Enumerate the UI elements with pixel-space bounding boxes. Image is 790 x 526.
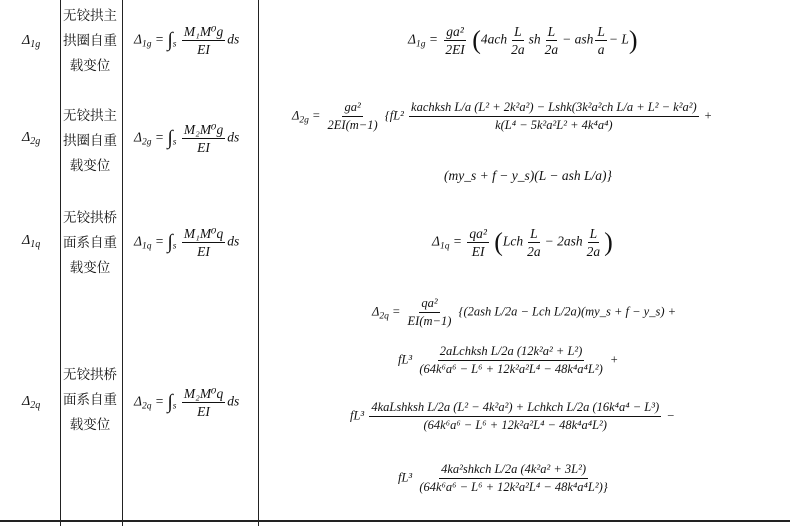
result-formula: $\Delta_{1q}$ = $\frac{\text{qa²}}{EI}$ (Lch $\frac{L}{2a}$ − 2ash $\frac{L}{2a}$ )	[432, 226, 613, 259]
row-symbol: $\Delta_{1q}$	[22, 233, 41, 250]
result-formula-cont: (my_s + f − y_s)(L − ash L/a)}	[444, 168, 612, 183]
row-description: 无铰拱主 拱圈自重 载变位	[63, 108, 117, 173]
result-formula: $\Delta_{2q}$ = $\frac{\text{qa²}}{EI(m-1)}$ {(2ash L/2a − Lch L/2a)(my_s + f − y_s) +	[372, 296, 677, 328]
col-divider-1	[60, 0, 61, 526]
row-symbol: $\Delta_{2q}$	[22, 394, 41, 411]
integral-formula: $\Delta_{1g} = \int_s$ $\frac{\text{M₁M⁰g}}{EI}$ ds	[134, 24, 240, 57]
row-description: 无铰拱桥 面系自重 载变位	[63, 210, 117, 275]
col-divider-3	[258, 0, 259, 526]
result-term-1: fL³ $\frac{\text{2aLchksh L/2a (12k²a² + L²)}}{\text{(64k⁶a⁶ − L⁶ + 12k²a²L⁴ − 48k⁴a⁴L²)}}$ +	[398, 344, 619, 376]
integral-formula: $\Delta_{2q} = \int_s$ $\frac{\text{M₂M⁰q}}{EI}$ ds	[134, 386, 240, 419]
row-description: 无铰拱桥 面系自重 载变位	[63, 367, 117, 432]
result-formula: $\Delta_{2g}$ = $\frac{\text{ga²}}{2EI(m-1)}$ {fL² $\frac{\text{kachksh L/a (L² + 2k²a²) − Lshk(3k²a²ch L/a + L² − k²a²)}}{\text{k(L⁴ − 5k²a²L² + 4k⁴a⁴)}}$ +	[292, 100, 713, 132]
table-bottom-rule	[0, 520, 790, 522]
result-term-2: fL³ $\frac{\text{4kaLshksh L/2a (L² − 4k²a²) + Lchkch L/2a (16k⁴a⁴ − L³)}}{\text{(64k⁶a⁶ − L⁶ + 12k²a²L⁴ − 48k⁴a⁴L²)}}$ −	[350, 400, 675, 432]
result-formula: $\Delta_{1g}$ = $\frac{\text{ga²}}{2EI}$ (4ach $\frac{L}{2a}$ sh $\frac{L}{2a}$ − ash $\frac{L}{a}$ − L)	[408, 24, 638, 57]
integral-formula: $\Delta_{2g} = \int_s$ $\frac{\text{M₂M⁰g}}{EI}$ ds	[134, 122, 240, 155]
integral-formula: $\Delta_{1q} = \int_s$ $\frac{\text{M₁M⁰q}}{EI}$ ds	[134, 226, 240, 259]
row-description: 无铰拱主 拱圈自重 载变位	[63, 8, 117, 73]
row-symbol: $\Delta_{1g}$	[22, 33, 41, 50]
result-term-3: fL³ $\frac{\text{4ka²shkch L/2a (4k²a² + 3L²)}}{\text{(64k⁶a⁶ − L⁶ + 12k²a²L⁴ − 48k⁴a⁴L²)\}}}$	[398, 462, 608, 494]
row-symbol: $\Delta_{2g}$	[22, 130, 41, 147]
col-divider-2	[122, 0, 123, 526]
